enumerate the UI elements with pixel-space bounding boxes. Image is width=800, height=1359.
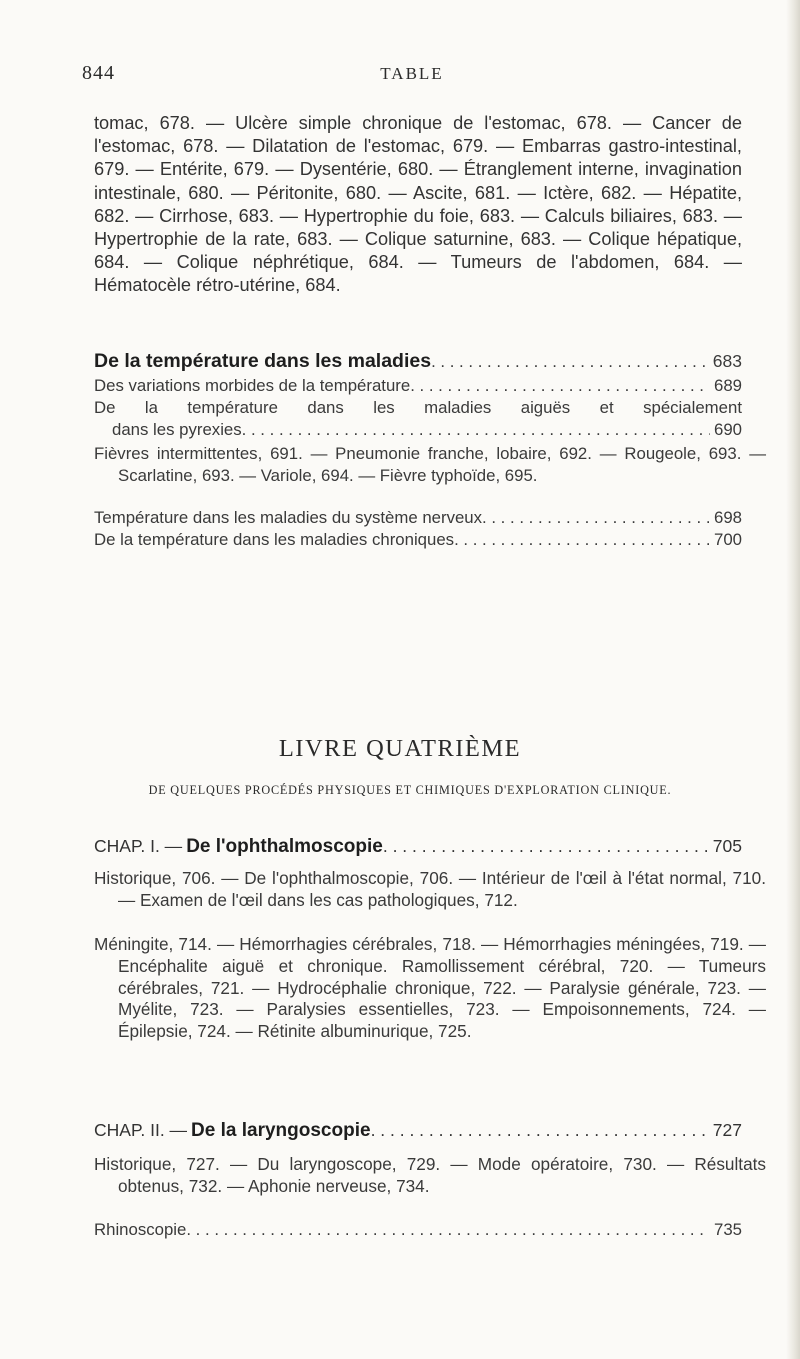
leader-dots [431, 352, 709, 372]
page-number: 844 [82, 62, 115, 84]
toc-entry-page: 700 [714, 530, 742, 549]
leader-dots [454, 530, 710, 550]
chapter1-label: CHAP. I. — [94, 836, 183, 856]
toc-entry-title: Des variations morbides de la température [94, 376, 411, 395]
page-edge-shadow [786, 0, 800, 1359]
chapter2-label: CHAP. II. — [94, 1120, 188, 1140]
page-header [82, 62, 742, 92]
leader-dots [383, 836, 709, 857]
chapter1-paragraph2: Méningite, 714. — Hémorrhagies cérébrales, 718. — Hémorrhagies méningées, 719. — Encéphalite aiguë et chronique. Ramollissement cérébral, 720. — Tumeurs cérébrales, 721. — Hydrocéphalie chronique, 722. — Paralysie générale, 723. — Myélite, 723. — Paralysies essentielles, 723. — Empoisonnements, 724. — Épilepsie, 724. — Rétinite albuminurique, 725. [94, 934, 766, 1042]
toc-entry-page: 689 [714, 376, 742, 395]
toc-entry-variations[interactable] [94, 376, 742, 396]
chapter1-paragraph1: Historique, 706. — De l'ophthalmoscopie, 706. — Intérieur de l'œil à l'état normal, 710. — Examen de l'œil dans les cas pathologiques, 712. [94, 868, 766, 910]
section-temperature-entry[interactable] [94, 350, 742, 373]
book-title: LIVRE QUATRIÈME [278, 735, 522, 762]
chapter2-paragraph: Historique, 727. — Du laryngoscope, 729. — Mode opératoire, 730. — Résultats obtenus, 732. — Aphonie nerveuse, 734. [94, 1154, 766, 1196]
leader-dots [371, 1120, 709, 1141]
chapter1-heading [94, 836, 383, 858]
section-temperature-page: 683 [712, 351, 742, 371]
chapter2-entry[interactable] [94, 1120, 742, 1142]
toc-entry-chronic[interactable] [94, 530, 742, 550]
chapter2-page: 727 [712, 1120, 742, 1140]
chapter1-title: De l'ophthalmoscopie [186, 836, 383, 857]
toc-entry-title: Rhinoscopie [94, 1220, 187, 1239]
toc-entry-nervous-system[interactable] [94, 508, 742, 528]
chapter1-entry[interactable] [94, 836, 742, 858]
toc-entry-acute-line1: De la température dans les maladies aiguës et spécialement [94, 398, 742, 417]
leader-dots [242, 420, 710, 440]
intro-paragraph: tomac, 678. — Ulcère simple chronique de l'estomac, 678. — Cancer de l'estomac, 678. — Dilatation de l'estomac, 679. — Embarras gastro-intestinal, 679. — Entérite, 679. — Dysentérie, 680. — Étranglement interne, invagination intestinale, 680. — Péritonite, 680. — Ascite, 681. — Ictère, 682. — Hépatite, 682. — Cirrhose, 683. — Hypertrophie du foie, 683. — Calculs biliaires, 683. — Hypertrophie de la rate, 683. — Colique saturnine, 683. — Colique hépatique, 684. — Colique néphrétique, 684. — Tumeurs de l'abdomen, 684. — Hématocèle rétro-utérine, 684. [94, 113, 742, 296]
fevers-paragraph: Fièvres intermittentes, 691. — Pneumonie franche, lobaire, 692. — Rougeole, 693. — Scarlatine, 693. — Variole, 694. — Fièvre typhoïde, 695. [94, 444, 766, 485]
running-title: TABLE [380, 64, 444, 83]
toc-entry-pyrexies[interactable] [112, 420, 742, 440]
toc-entry-rhinoscopy[interactable] [94, 1220, 742, 1240]
toc-entry-title: De la température dans les maladies chroniques [94, 530, 455, 549]
leader-dots [186, 1220, 710, 1240]
chapter2-title: De la laryngoscopie [191, 1120, 371, 1141]
chapter1-page: 705 [712, 836, 742, 856]
section-temperature-title: De la température dans les maladies [94, 350, 432, 372]
leader-dots [410, 376, 710, 396]
toc-entry-page: 698 [714, 508, 742, 527]
toc-entry-title: dans les pyrexies [112, 420, 242, 439]
toc-entry-page: 735 [714, 1220, 742, 1239]
toc-entry-page: 690 [714, 420, 742, 439]
toc-entry-title: Température dans les maladies du système nerveux [94, 508, 483, 527]
book-subtitle: DE QUELQUES PROCÉDÉS PHYSIQUES ET CHIMIQUES D'EXPLORATION CLINIQUE. [148, 783, 672, 797]
leader-dots [482, 508, 710, 528]
chapter2-heading [94, 1120, 371, 1142]
